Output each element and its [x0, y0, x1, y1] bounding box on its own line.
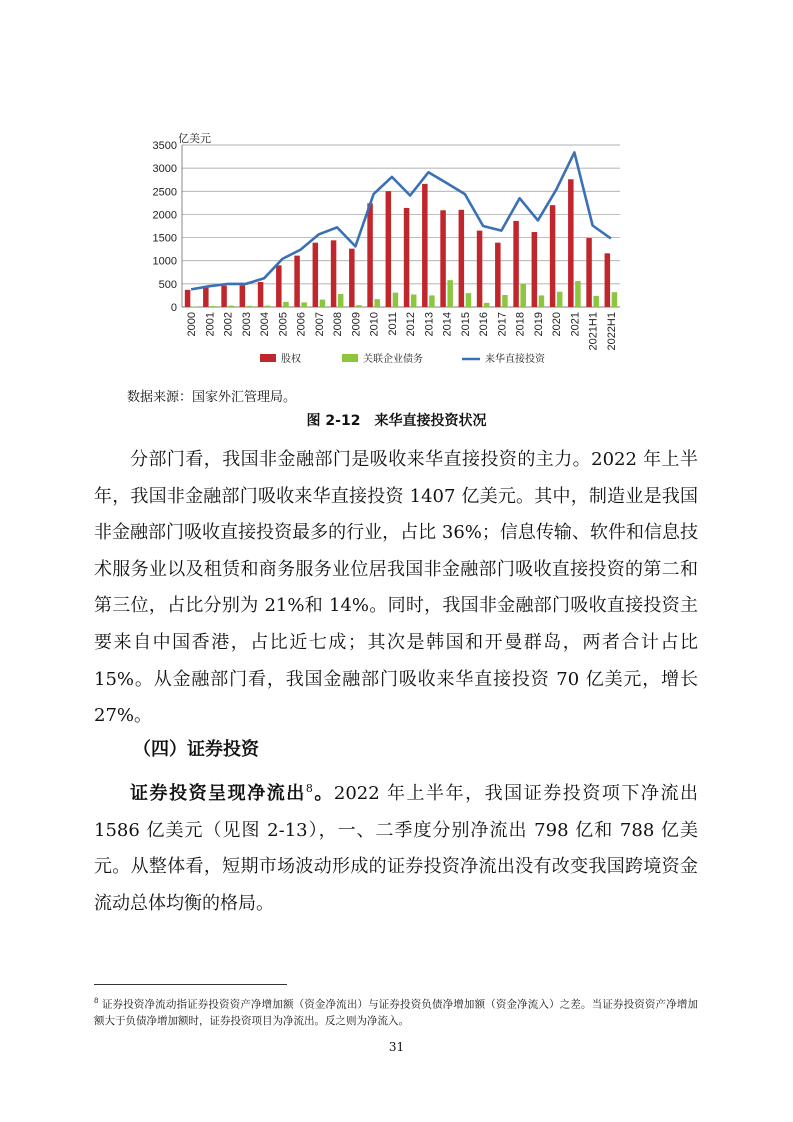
x-tick-label: 2006 [295, 312, 308, 337]
bar-intercompany-debt [411, 295, 417, 307]
x-tick-label: 2000 [186, 312, 199, 337]
footnote-mark: 8 [94, 997, 99, 1005]
bar-equity [294, 256, 300, 307]
bar-equity [386, 191, 392, 307]
bar-equity [313, 243, 319, 307]
x-tick-label: 2013 [423, 312, 436, 337]
data-source-note: 数据来源：国家外汇管理局。 [127, 390, 297, 405]
bar-intercompany-debt [502, 295, 508, 307]
fdi-chart [140, 125, 640, 385]
bar-intercompany-debt [575, 281, 581, 307]
bar-equity [221, 286, 227, 307]
legend-swatch-debt [342, 354, 358, 362]
bar-equity [349, 249, 355, 307]
y-tick-label: 2000 [152, 209, 177, 222]
bar-equity [495, 243, 501, 307]
y-tick-label: 1000 [152, 255, 177, 268]
bar-intercompany-debt [374, 299, 380, 307]
bar-equity [440, 210, 446, 307]
bar-equity [513, 221, 519, 307]
paragraph-lead: 证券投资呈现净流出 [130, 783, 306, 804]
y-tick-label: 2500 [152, 186, 177, 199]
bar-equity [331, 240, 337, 307]
x-tick-label: 2001 [204, 312, 217, 337]
bar-intercompany-debt [320, 300, 326, 307]
bar-equity [367, 203, 373, 307]
body-paragraph-2 [94, 771, 698, 922]
bar-intercompany-debt [557, 292, 563, 307]
legend-label-fdi: 来华直接投资 [485, 354, 545, 365]
y-axis-ticks [153, 140, 177, 314]
x-tick-label: 2002 [222, 312, 235, 337]
x-tick-label: 2012 [405, 312, 418, 337]
bar-intercompany-debt [539, 295, 545, 307]
body-paragraph-1: 分部门看，我国非金融部门是吸收来华直接投资的主力。2022 年上半年，我国非金融部门吸收来华直接投资 1407 亿美元。其中，制造业是我国非金融部门吸收直接投资最多的行业，占比 36%；信息传输、软件和信息技术服务业以及租赁和商务服务业位居我国非金融部门吸收直接投资的第二和第三位，占比分别为 21%和 14%。同时，我国非金融部门吸收直接投资主要来自中国香港，占比近七成；其次是韩国和开曼群岛，两者合计占比 15%。从金融部门看，我国金融部门吸收来华直接投资 70 亿美元，增长 27%。 [94, 449, 698, 727]
y-axis-unit-label: 亿美元 [178, 133, 211, 145]
footnote-ref[interactable]: 8 [305, 782, 313, 795]
bar-intercompany-debt [301, 302, 307, 307]
bar-intercompany-debt [247, 306, 253, 307]
bar-intercompany-debt [466, 293, 472, 307]
footnote [94, 993, 698, 1029]
legend-swatch-equity [260, 354, 276, 362]
bar-equity [605, 253, 611, 307]
x-axis-ticks [186, 312, 618, 351]
x-tick-label: 2003 [240, 312, 253, 337]
section-heading: （四）证券投资 [133, 739, 259, 760]
x-tick-label: 2017 [496, 312, 509, 337]
y-tick-label: 500 [158, 278, 177, 291]
x-tick-label: 2021 [569, 312, 582, 337]
bar-equity [203, 287, 209, 307]
bar-intercompany-debt [393, 293, 399, 307]
bar-intercompany-debt [338, 294, 344, 307]
y-tick-label: 1500 [152, 232, 177, 245]
x-tick-label: 2014 [441, 312, 454, 337]
x-tick-label: 2010 [368, 312, 381, 337]
legend-label-equity: 股权 [281, 354, 301, 365]
bar-equity [550, 205, 556, 307]
bar-equity [568, 179, 574, 307]
x-tick-label: 2005 [277, 312, 290, 337]
chart-line-series [191, 152, 611, 289]
bar-equity [276, 265, 282, 307]
bar-intercompany-debt [520, 284, 526, 307]
figure-caption: 图 2-12 来华直接投资状况 [306, 413, 487, 429]
bar-intercompany-debt [612, 292, 618, 307]
x-tick-label: 2015 [459, 312, 472, 337]
x-tick-label: 2019 [532, 312, 545, 337]
footnote-text: 证券投资净流动指证券投资资产净增加额（资金净流出）与证券投资负债净增加额（资金净流入）之差。当证券投资资产净增加额大于负债净增加额时，证券投资项目为净流出。反之则为净流入。 [94, 998, 698, 1027]
bar-intercompany-debt [429, 295, 435, 307]
x-tick-label: 2016 [478, 312, 491, 337]
bar-intercompany-debt [593, 296, 599, 307]
bar-equity [240, 285, 246, 307]
bar-equity [258, 282, 264, 307]
bar-equity [532, 232, 538, 307]
bar-intercompany-debt [265, 306, 271, 307]
y-tick-label: 3500 [152, 140, 177, 152]
bar-intercompany-debt [210, 306, 216, 307]
paragraph-body: 2022 年上半年，我国证券投资项下净流出 1586 亿美元（见图 2-13），一、二季度分别净流出 798 亿和 788 亿美元。从整体看，短期市场波动形成的证券投资净流出没有改变我国跨境资金流动总体均衡的格局。 [94, 783, 699, 914]
bar-equity [459, 210, 465, 307]
bar-equity [185, 290, 191, 307]
x-tick-label: 2018 [514, 312, 527, 337]
bar-intercompany-debt [447, 280, 453, 307]
x-tick-label: 2011 [386, 312, 399, 336]
bar-equity [404, 208, 410, 307]
line-fdi [191, 152, 611, 289]
bar-intercompany-debt [228, 306, 234, 307]
x-tick-label: 2022H1 [605, 312, 618, 351]
x-tick-label: 2021H1 [587, 312, 600, 351]
bar-intercompany-debt [283, 302, 289, 307]
y-tick-label: 0 [170, 302, 177, 314]
bar-equity [477, 231, 483, 307]
bar-equity [422, 184, 428, 307]
bar-equity [586, 238, 592, 307]
legend-label-debt: 关联企业债务 [363, 354, 423, 365]
chart-legend [260, 352, 546, 365]
page-number: 31 [388, 1040, 405, 1054]
footnote-divider [94, 984, 287, 985]
x-tick-label: 2008 [332, 312, 345, 337]
x-tick-label: 2009 [350, 312, 363, 337]
x-tick-label: 2007 [313, 312, 326, 337]
x-tick-label: 2004 [259, 312, 272, 337]
bar-intercompany-debt [484, 303, 490, 307]
x-tick-label: 2020 [551, 312, 564, 337]
paragraph-lead-end: 。 [312, 783, 334, 804]
y-tick-label: 3000 [152, 163, 177, 176]
bar-intercompany-debt [356, 305, 362, 307]
